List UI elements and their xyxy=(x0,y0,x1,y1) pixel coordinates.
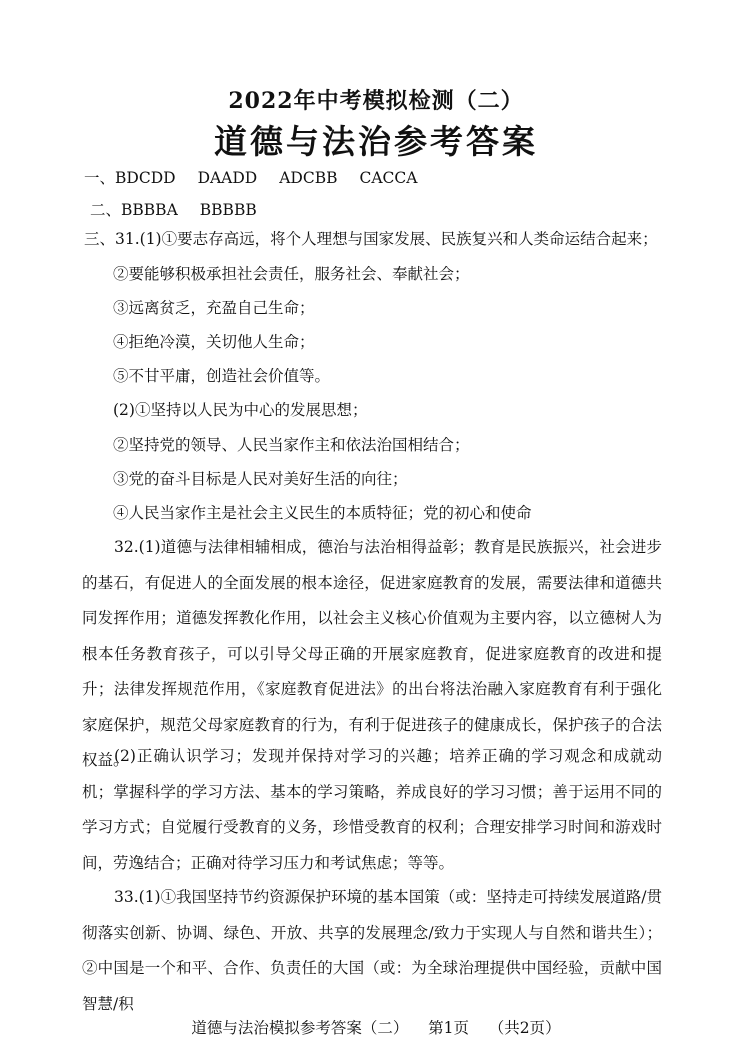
q31-line: (2)①坚持以人民为中心的发展思想； xyxy=(113,401,368,419)
answer-group: ADCBB xyxy=(279,169,338,187)
answer-group: BBBBA xyxy=(121,201,178,219)
q32-part2-paragraph: (2)正确认识学习；发现并保持对学习的兴趣；培养正确的学习观念和成就动机；掌握科学的学习方法、基本的学习策略，养成良好的学习习惯；善于运用不同的学习方式；自觉履行受教育的义务，珍惜受教育的权利；合理安排学习时间和游戏时间，劳逸结合；正确对待学习压力和考试焦虑；等等。 xyxy=(82,747,662,872)
section-2-label: 二、 xyxy=(90,201,122,219)
q31-line: ④拒绝冷漠，关切他人生命； xyxy=(113,333,315,351)
answer-group: BBBBB xyxy=(199,201,257,219)
section-2-answers xyxy=(90,200,257,220)
q31-line: ③党的奋斗目标是人民对美好生活的向往； xyxy=(113,470,408,488)
section-1-answers xyxy=(84,168,417,188)
answer-group: DAADD xyxy=(197,169,258,187)
q31-line: ⑤不甘平庸，创造社会价值等。 xyxy=(113,367,331,385)
answer-key-title: 道德与法治参考答案 xyxy=(214,122,538,161)
q31-line: ④人民当家作主是社会主义民生的本质特征；党的初心和使命 xyxy=(113,504,532,522)
q33-part1-paragraph: 33.(1)①我国坚持节约资源保护环境的基本国策（或：坚持走可持续发展道路/贯彻落实创新、协调、绿色、开放、共享的发展理念/致力于实现人与自然和谐共生）；②中国是一个和平、合作、负责任的大国（或：为全球治理提供中国经验，贡献中国智慧/积 xyxy=(82,888,662,1013)
q31-line: ②坚持党的领导、人民当家作主和依法治国相结合； xyxy=(113,436,470,454)
q31-line: ③远离贫乏，充盈自己生命； xyxy=(113,299,315,317)
exam-title: 2022年中考模拟检测（二） xyxy=(228,88,524,114)
q31-line: ②要能够积极承担社会责任，服务社会、奉献社会； xyxy=(113,265,470,283)
q31-line: 三、31.(1)①要志存高远，将个人理想与国家发展、民族复兴和人类命运结合起来； xyxy=(84,230,658,248)
answer-group: CACCA xyxy=(359,169,418,187)
page-footer: 道德与法治模拟参考答案（二） 第1页 （共2页） xyxy=(191,1019,561,1037)
q32-part1-paragraph: 32.(1)道德与法律相辅相成，德治与法治相得益彰；教育是民族振兴，社会进步的基石，有促进人的全面发展的根本途径，促进家庭教育的发展，需要法律和道德共同发挥作用；道德发挥教化作用，以社会主义核心价值观为主要内容，以立德树人为根本任务教育孩子，可以引导父母正确的开展家庭教育，促进家庭教育的改进和提升；法律发挥规范作用，《家庭教育促进法》的出台将法治融入家庭教育有利于强化家庭保护，规范父母家庭教育的行为，有利于促进孩子的健康成长，保护孩子的合法权益。 xyxy=(82,538,662,769)
section-1-label: 一、 xyxy=(84,169,116,187)
answer-group: BDCDD xyxy=(115,169,176,187)
